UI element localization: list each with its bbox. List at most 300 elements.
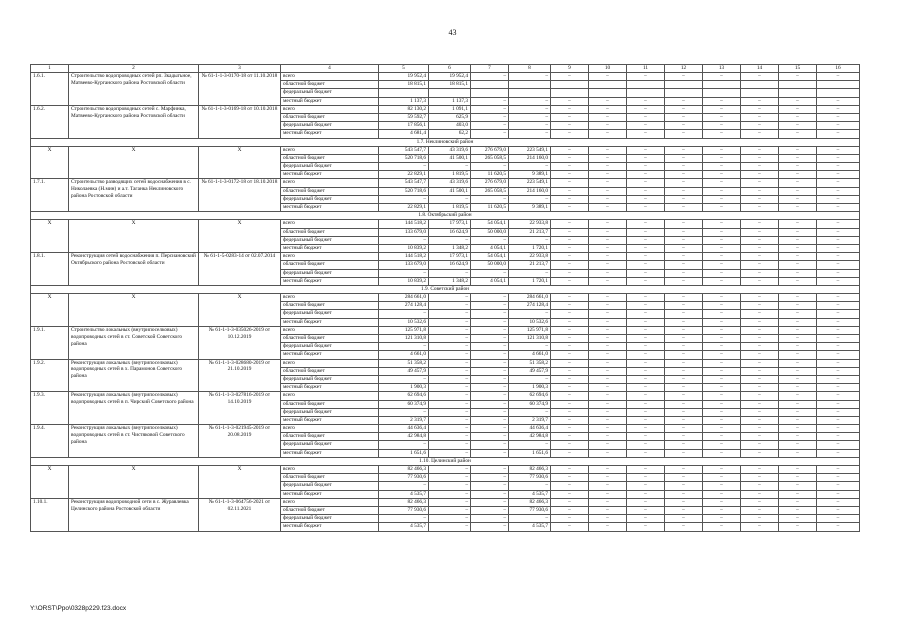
amount-cell: – — [703, 261, 741, 269]
amount-cell: – — [551, 204, 589, 212]
amount-cell: – — [429, 302, 471, 310]
amount-cell: – — [551, 187, 589, 195]
amount-cell: – — [551, 367, 589, 375]
funding-source: всего — [281, 146, 379, 154]
amount-cell — [509, 81, 551, 89]
amount-cell: – — [627, 163, 665, 171]
amount-cell: – — [703, 335, 741, 343]
amount-cell: – — [665, 261, 703, 269]
amount-cell: – — [703, 392, 741, 400]
amount-cell: – — [551, 269, 589, 277]
amount-cell: – — [551, 416, 589, 424]
amount-cell: – — [703, 130, 741, 138]
amount-cell: – — [703, 433, 741, 441]
amount-cell: – — [551, 310, 589, 318]
amount-cell: – — [627, 204, 665, 212]
amount-cell: – — [627, 187, 665, 195]
amount-cell: – — [779, 277, 817, 285]
amount-cell: – — [665, 515, 703, 523]
amount-cell — [627, 89, 665, 97]
amount-cell: – — [379, 408, 429, 416]
amount-cell: – — [509, 130, 551, 138]
amount-cell: 50 000,0 — [471, 261, 509, 269]
amount-cell — [429, 89, 471, 97]
amount-cell: – — [817, 163, 860, 171]
amount-cell: – — [741, 515, 779, 523]
amount-cell: – — [627, 515, 665, 523]
item-code: 1.9.1. — [31, 326, 69, 359]
amount-cell: – — [741, 113, 779, 121]
amount-cell: 60 374,9 — [509, 400, 551, 408]
funding-source: областной бюджет — [281, 433, 379, 441]
amount-cell: – — [665, 474, 703, 482]
amount-cell: – — [703, 73, 741, 81]
project-name: Реконструкция локальных (внутрипоселковых) водопроводных сетей в ст. Чистяковой Советского района — [69, 425, 199, 458]
amount-cell: – — [551, 425, 589, 433]
amount-cell: 41 500,1 — [429, 154, 471, 162]
amount-cell: 60 374,9 — [379, 400, 429, 408]
amount-cell: – — [665, 154, 703, 162]
amount-cell: – — [817, 318, 860, 326]
amount-cell: – — [779, 228, 817, 236]
amount-cell: – — [627, 474, 665, 482]
amount-cell: – — [817, 408, 860, 416]
amount-cell: 21 213,7 — [509, 261, 551, 269]
item-code: Х — [31, 220, 69, 253]
amount-cell: – — [779, 171, 817, 179]
amount-cell: 22 933,8 — [509, 253, 551, 261]
amount-cell: – — [429, 425, 471, 433]
amount-cell: – — [703, 146, 741, 154]
column-number: 4 — [281, 65, 379, 73]
amount-cell: – — [589, 171, 627, 179]
amount-cell: – — [627, 359, 665, 367]
amount-cell: – — [551, 146, 589, 154]
district-heading-row — [31, 138, 860, 146]
amount-cell: – — [551, 408, 589, 416]
amount-cell: – — [429, 400, 471, 408]
amount-cell: – — [741, 474, 779, 482]
amount-cell: – — [779, 244, 817, 252]
amount-cell: – — [703, 449, 741, 457]
amount-cell: – — [627, 326, 665, 334]
amount-cell: – — [471, 318, 509, 326]
amount-cell: – — [665, 195, 703, 203]
amount-cell: – — [471, 482, 509, 490]
funding-source: всего — [281, 392, 379, 400]
amount-cell: – — [589, 130, 627, 138]
amount-cell: – — [627, 179, 665, 187]
amount-cell: – — [471, 416, 509, 424]
amount-cell: – — [779, 351, 817, 359]
amount-cell: – — [741, 277, 779, 285]
amount-cell: – — [741, 343, 779, 351]
amount-cell: – — [471, 375, 509, 383]
amount-cell: – — [703, 277, 741, 285]
amount-cell: 4 661,0 — [379, 351, 429, 359]
amount-cell: – — [379, 195, 429, 203]
district-heading: 1.9. Советский район — [31, 285, 860, 293]
amount-cell: – — [665, 179, 703, 187]
amount-cell: – — [589, 392, 627, 400]
amount-cell: 1 720,1 — [509, 244, 551, 252]
expertise-reference: № 61-1-1-3-0169-18 от 10.10.2018 — [199, 105, 281, 138]
amount-cell: 1 348,2 — [429, 277, 471, 285]
amount-cell: 43 319,6 — [429, 179, 471, 187]
amount-cell: – — [703, 490, 741, 498]
amount-cell — [471, 89, 509, 97]
amount-cell: – — [627, 302, 665, 310]
amount-cell: – — [741, 294, 779, 302]
amount-cell: 214 160,0 — [509, 187, 551, 195]
funding-source: областной бюджет — [281, 474, 379, 482]
amount-cell: – — [429, 163, 471, 171]
amount-cell: 18 815,1 — [379, 81, 429, 89]
amount-cell: – — [551, 498, 589, 506]
amount-cell: – — [817, 105, 860, 113]
amount-cell: – — [779, 466, 817, 474]
amount-cell: – — [471, 490, 509, 498]
funding-source: местный бюджет — [281, 97, 379, 105]
amount-cell: – — [741, 506, 779, 514]
amount-cell: – — [779, 506, 817, 514]
amount-cell: – — [627, 498, 665, 506]
project-name: Х — [69, 466, 199, 499]
amount-cell: – — [703, 154, 741, 162]
amount-cell: – — [703, 163, 741, 171]
amount-cell: – — [509, 195, 551, 203]
amount-cell: 21 213,7 — [509, 228, 551, 236]
amount-cell: – — [627, 195, 665, 203]
amount-cell: – — [551, 73, 589, 81]
district-heading-row — [31, 457, 860, 465]
amount-cell: – — [589, 253, 627, 261]
amount-cell: – — [665, 163, 703, 171]
amount-cell: – — [379, 163, 429, 171]
amount-cell: – — [429, 375, 471, 383]
column-number: 10 — [589, 65, 627, 73]
funding-source: всего — [281, 73, 379, 81]
amount-cell: – — [741, 490, 779, 498]
amount-cell: – — [551, 97, 589, 105]
amount-cell: – — [379, 482, 429, 490]
amount-cell: 4 661,0 — [509, 351, 551, 359]
amount-cell: – — [817, 244, 860, 252]
amount-cell: – — [665, 130, 703, 138]
amount-cell: – — [817, 375, 860, 383]
amount-cell: – — [429, 294, 471, 302]
amount-cell: 62 694,6 — [509, 392, 551, 400]
funding-source: федеральный бюджет — [281, 195, 379, 203]
amount-cell: 16 624,9 — [429, 261, 471, 269]
amount-cell: – — [741, 253, 779, 261]
amount-cell: – — [665, 146, 703, 154]
amount-cell: – — [589, 466, 627, 474]
amount-cell: – — [779, 204, 817, 212]
amount-cell: 11 620,5 — [471, 204, 509, 212]
amount-cell: – — [551, 130, 589, 138]
amount-cell: – — [589, 335, 627, 343]
amount-cell: – — [741, 318, 779, 326]
amount-cell: – — [551, 171, 589, 179]
funding-source: всего — [281, 105, 379, 113]
amount-cell: – — [779, 515, 817, 523]
amount-cell: 10 532,6 — [379, 318, 429, 326]
table-row — [31, 498, 860, 506]
amount-cell: 125 971,8 — [379, 326, 429, 334]
amount-cell: – — [551, 105, 589, 113]
amount-cell: 19 952,4 — [429, 73, 471, 81]
amount-cell: 77 930,6 — [509, 506, 551, 514]
amount-cell: – — [665, 416, 703, 424]
amount-cell: – — [551, 400, 589, 408]
column-number: 3 — [199, 65, 281, 73]
amount-cell: – — [551, 482, 589, 490]
amount-cell: – — [589, 228, 627, 236]
amount-cell: – — [429, 310, 471, 318]
amount-cell: – — [741, 130, 779, 138]
amount-cell: 2 319,7 — [379, 416, 429, 424]
table-row — [31, 220, 860, 228]
amount-cell: – — [741, 482, 779, 490]
amount-cell: – — [665, 482, 703, 490]
amount-cell: – — [779, 392, 817, 400]
amount-cell: – — [779, 367, 817, 375]
table-row — [31, 73, 860, 81]
amount-cell: – — [741, 302, 779, 310]
funding-source: всего — [281, 466, 379, 474]
amount-cell — [509, 89, 551, 97]
amount-cell: 44 636,4 — [379, 425, 429, 433]
amount-cell — [779, 89, 817, 97]
amount-cell: – — [741, 179, 779, 187]
amount-cell: – — [665, 244, 703, 252]
table-row — [31, 359, 860, 367]
expertise-reference: № 61-1-1-3-021945-2019 от 20.08.2019 — [199, 425, 281, 458]
item-code: Х — [31, 294, 69, 327]
funding-source: областной бюджет — [281, 400, 379, 408]
amount-cell: – — [379, 441, 429, 449]
amount-cell: – — [589, 351, 627, 359]
amount-cell: – — [779, 425, 817, 433]
amount-cell: – — [817, 113, 860, 121]
amount-cell: 274 128,4 — [379, 302, 429, 310]
amount-cell: – — [741, 220, 779, 228]
expertise-reference: Х — [199, 146, 281, 179]
amount-cell: – — [589, 318, 627, 326]
project-name: Строительство водопроводных сетей рп. Зкадыгьное, Матвеево-Курганского района Ростовской области — [69, 73, 199, 106]
amount-cell: – — [471, 113, 509, 121]
district-heading-row — [31, 212, 860, 220]
column-number-row — [31, 65, 860, 73]
amount-cell: 1 137,3 — [429, 97, 471, 105]
funding-source: всего — [281, 326, 379, 334]
amount-cell: – — [429, 490, 471, 498]
amount-cell: – — [589, 515, 627, 523]
amount-cell: – — [665, 294, 703, 302]
amount-cell: – — [703, 236, 741, 244]
funding-source: федеральный бюджет — [281, 236, 379, 244]
amount-cell: 51 358,2 — [379, 359, 429, 367]
amount-cell: – — [471, 97, 509, 105]
amount-cell: – — [817, 195, 860, 203]
amount-cell: – — [779, 163, 817, 171]
amount-cell: – — [741, 97, 779, 105]
amount-cell: – — [589, 359, 627, 367]
amount-cell: 44 636,4 — [509, 425, 551, 433]
amount-cell: – — [627, 441, 665, 449]
amount-cell: – — [589, 375, 627, 383]
amount-cell: – — [703, 179, 741, 187]
amount-cell: – — [627, 335, 665, 343]
expertise-reference: № 61-1-1-3-064756-2021 от 02.11.2021 — [199, 498, 281, 531]
amount-cell: – — [817, 441, 860, 449]
amount-cell: – — [741, 416, 779, 424]
amount-cell: 22 829,1 — [379, 171, 429, 179]
amount-cell: – — [779, 326, 817, 334]
district-heading: 1.7. Неклиновский район — [31, 138, 860, 146]
amount-cell: – — [817, 326, 860, 334]
amount-cell: – — [665, 425, 703, 433]
amount-cell: – — [703, 187, 741, 195]
amount-cell: – — [665, 236, 703, 244]
amount-cell: – — [665, 506, 703, 514]
amount-cell: – — [817, 269, 860, 277]
amount-cell: – — [551, 228, 589, 236]
item-code: 1.6.2. — [31, 105, 69, 138]
funding-source: всего — [281, 425, 379, 433]
amount-cell: – — [665, 375, 703, 383]
funding-source: федеральный бюджет — [281, 482, 379, 490]
amount-cell: 22 829,1 — [379, 204, 429, 212]
amount-cell: – — [429, 359, 471, 367]
amount-cell: – — [665, 392, 703, 400]
amount-cell: – — [703, 220, 741, 228]
amount-cell — [741, 89, 779, 97]
amount-cell: – — [779, 433, 817, 441]
project-name: Строительство разводящих сетей водоснабжения в с. Николаевка (Н.мин) и а.т. Таганка Неклиновского района Ростовской области — [69, 179, 199, 212]
amount-cell: – — [817, 302, 860, 310]
amount-cell: 2 319,7 — [509, 416, 551, 424]
amount-cell: – — [665, 335, 703, 343]
amount-cell: – — [817, 474, 860, 482]
amount-cell: – — [779, 253, 817, 261]
amount-cell: – — [429, 351, 471, 359]
amount-cell: – — [817, 179, 860, 187]
item-code: 1.10.1. — [31, 498, 69, 531]
amount-cell: – — [471, 384, 509, 392]
amount-cell: 50 000,0 — [471, 228, 509, 236]
amount-cell: – — [551, 236, 589, 244]
table-row — [31, 146, 860, 154]
amount-cell: – — [703, 269, 741, 277]
page-number: 43 — [448, 28, 457, 37]
amount-cell: – — [551, 318, 589, 326]
amount-cell: 1 348,2 — [429, 244, 471, 252]
amount-cell: – — [703, 204, 741, 212]
amount-cell: – — [551, 154, 589, 162]
amount-cell: 520 718,6 — [379, 154, 429, 162]
amount-cell: – — [741, 236, 779, 244]
funding-source: федеральный бюджет — [281, 89, 379, 97]
amount-cell: – — [741, 154, 779, 162]
amount-cell: – — [817, 261, 860, 269]
amount-cell: – — [551, 113, 589, 121]
item-code: 1.9.3. — [31, 392, 69, 425]
amount-cell: 543 547,7 — [379, 179, 429, 187]
amount-cell: – — [627, 122, 665, 130]
amount-cell: – — [779, 195, 817, 203]
funding-source: областной бюджет — [281, 367, 379, 375]
amount-cell: – — [779, 154, 817, 162]
amount-cell: 543 547,7 — [379, 146, 429, 154]
amount-cell: – — [703, 318, 741, 326]
amount-cell — [817, 89, 860, 97]
amount-cell: – — [703, 375, 741, 383]
amount-cell: – — [471, 425, 509, 433]
amount-cell: – — [741, 408, 779, 416]
amount-cell: – — [779, 220, 817, 228]
amount-cell: – — [741, 375, 779, 383]
amount-cell: – — [703, 523, 741, 531]
column-number: 14 — [741, 65, 779, 73]
amount-cell: – — [703, 367, 741, 375]
amount-cell: – — [627, 253, 665, 261]
amount-cell: 121 310,8 — [379, 335, 429, 343]
amount-cell: – — [665, 441, 703, 449]
amount-cell: – — [627, 482, 665, 490]
amount-cell: – — [665, 122, 703, 130]
amount-cell: – — [471, 195, 509, 203]
amount-cell: – — [817, 351, 860, 359]
amount-cell: 43 319,6 — [429, 146, 471, 154]
amount-cell: – — [509, 441, 551, 449]
table-row — [31, 105, 860, 113]
amount-cell: – — [665, 310, 703, 318]
item-code: Х — [31, 466, 69, 499]
amount-cell: – — [551, 441, 589, 449]
amount-cell: – — [665, 367, 703, 375]
amount-cell: – — [471, 392, 509, 400]
district-heading: 1.10. Целинский район — [31, 457, 860, 465]
funding-source: всего — [281, 294, 379, 302]
funding-source: всего — [281, 179, 379, 187]
amount-cell: – — [627, 523, 665, 531]
amount-cell — [627, 81, 665, 89]
amount-cell: 265 058,5 — [471, 154, 509, 162]
amount-cell: – — [589, 154, 627, 162]
amount-cell: 133 679,0 — [379, 261, 429, 269]
amount-cell: – — [817, 253, 860, 261]
amount-cell: – — [589, 310, 627, 318]
project-name: Строительство водопроводных сетей с. Марфинка, Матвеево-Курганского района Ростовской области — [69, 105, 199, 138]
amount-cell: – — [703, 400, 741, 408]
amount-cell: – — [627, 310, 665, 318]
amount-cell: – — [741, 187, 779, 195]
funding-source: федеральный бюджет — [281, 163, 379, 171]
amount-cell: – — [779, 179, 817, 187]
funding-source: местный бюджет — [281, 449, 379, 457]
amount-cell: – — [429, 326, 471, 334]
amount-cell: – — [471, 466, 509, 474]
column-number: 6 — [429, 65, 471, 73]
amount-cell: – — [551, 261, 589, 269]
amount-cell: 17 973,1 — [429, 253, 471, 261]
amount-cell: 16 624,9 — [429, 228, 471, 236]
funding-source: областной бюджет — [281, 154, 379, 162]
amount-cell: – — [509, 73, 551, 81]
amount-cell: 284 661,0 — [379, 294, 429, 302]
